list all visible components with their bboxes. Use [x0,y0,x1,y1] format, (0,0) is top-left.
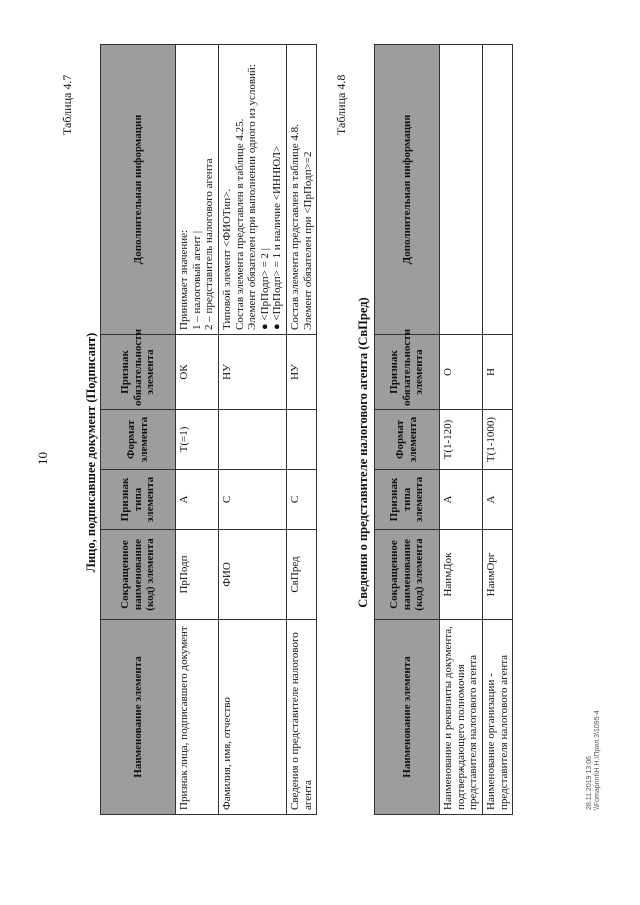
cell-name: Фамилия, имя, отчество [218,620,286,815]
info-line: ● <ПрПодп> = 2 | [258,247,271,330]
cell-format: Т(1-1000) [482,410,512,470]
info-line: Принимает значение: [178,229,190,330]
cell-required: О [440,335,483,410]
cell-code: СвПред [287,530,317,620]
cell-info [440,45,483,335]
header-element-code: Сокращенное наименование (код) элемента [101,530,176,620]
cell-format: Т(=1) [176,410,219,470]
table-row [440,45,483,815]
info-line: Состав элемента представлен в таблице 4.8. [289,124,302,330]
info-line: ● <ПрПодп> = 1 и наличие <ИННЮЛ> [271,145,284,330]
header-element-required: Признак обязательности элемента [101,335,176,410]
cell-required: ОК [176,335,219,410]
cell-format [218,410,286,470]
table-4-8-id: Таблица 4.8 [334,74,348,135]
cell-name: Наименование и реквизиты документа, подтверждающего полномочия представителя налогового агента [440,620,483,815]
table-row [287,45,317,815]
header-element-required: Признак обязательности элемента [375,335,440,410]
table-4-7-id: Таблица 4.7 [60,74,74,135]
table-4-8 [374,44,513,815]
cell-type: С [287,470,317,530]
header-element-name: Наименование элемента [375,620,440,815]
table-4-7 [100,44,317,815]
cell-code: НаимОрг [482,530,512,620]
cell-info [482,45,512,335]
header-element-type: Признак типа элемента [375,470,440,530]
header-element-code: Сокращенное наименование (код) элемента [375,530,440,620]
cell-info [287,45,317,335]
info-line: Элемент обязателен при выполнении одного из условий: [246,64,259,330]
cell-code: ФИО [218,530,286,620]
cell-format [287,410,317,470]
cell-info [176,45,219,335]
cell-type: А [440,470,483,530]
table-row [176,45,219,815]
footer-note [586,710,603,810]
cell-type: С [218,470,286,530]
cell-type: А [176,470,219,530]
cell-name: Сведения о представителе налогового агента [287,620,317,815]
info-line: Типовой элемент <ФИОТип>. [220,188,233,330]
header-element-format: Формат элемента [101,410,176,470]
table-row [482,45,512,815]
info-line: 2 – представитель налогового агента [203,158,216,330]
footer-timestamp: 28.11.2019 13:06 [586,756,593,810]
info-line: 1 – налоговый агент | [190,230,203,330]
cell-code: НаимДок [440,530,483,620]
cell-name: Наименование организации - представителя налогового агента [482,620,512,815]
table-4-7-header-row [101,45,176,815]
cell-code: ПрПодп [176,530,219,620]
footer-path: \\Fomaprint\Н.Н.\Прил.3\1095-4 [594,710,602,810]
header-element-format: Формат элемента [375,410,440,470]
header-element-type: Признак типа элемента [101,470,176,530]
cell-type: А [482,470,512,530]
page-number: 10 [35,452,50,465]
table-4-8-caption: Сведения о представителе налогового агента (СвПред) [356,297,370,608]
header-additional-info: Дополнительная информация [375,45,440,335]
cell-info [218,45,286,335]
table-4-8-header-row [375,45,440,815]
header-element-name: Наименование элемента [101,620,176,815]
cell-format: Т(1-120) [440,410,483,470]
table-row [218,45,286,815]
info-line: Состав элемента представлен в таблице 4.25. [233,118,246,330]
cell-name: Признак лица, подписавшего документ [176,620,219,815]
table-4-7-caption: Лицо, подписавшее документ (Подписант) [84,332,98,573]
cell-required: НУ [218,335,286,410]
header-additional-info: Дополнительная информация [101,45,176,335]
cell-required: Н [482,335,512,410]
info-line: Элемент обязателен при <ПрПодп>=2 [301,151,314,330]
cell-required: НУ [287,335,317,410]
